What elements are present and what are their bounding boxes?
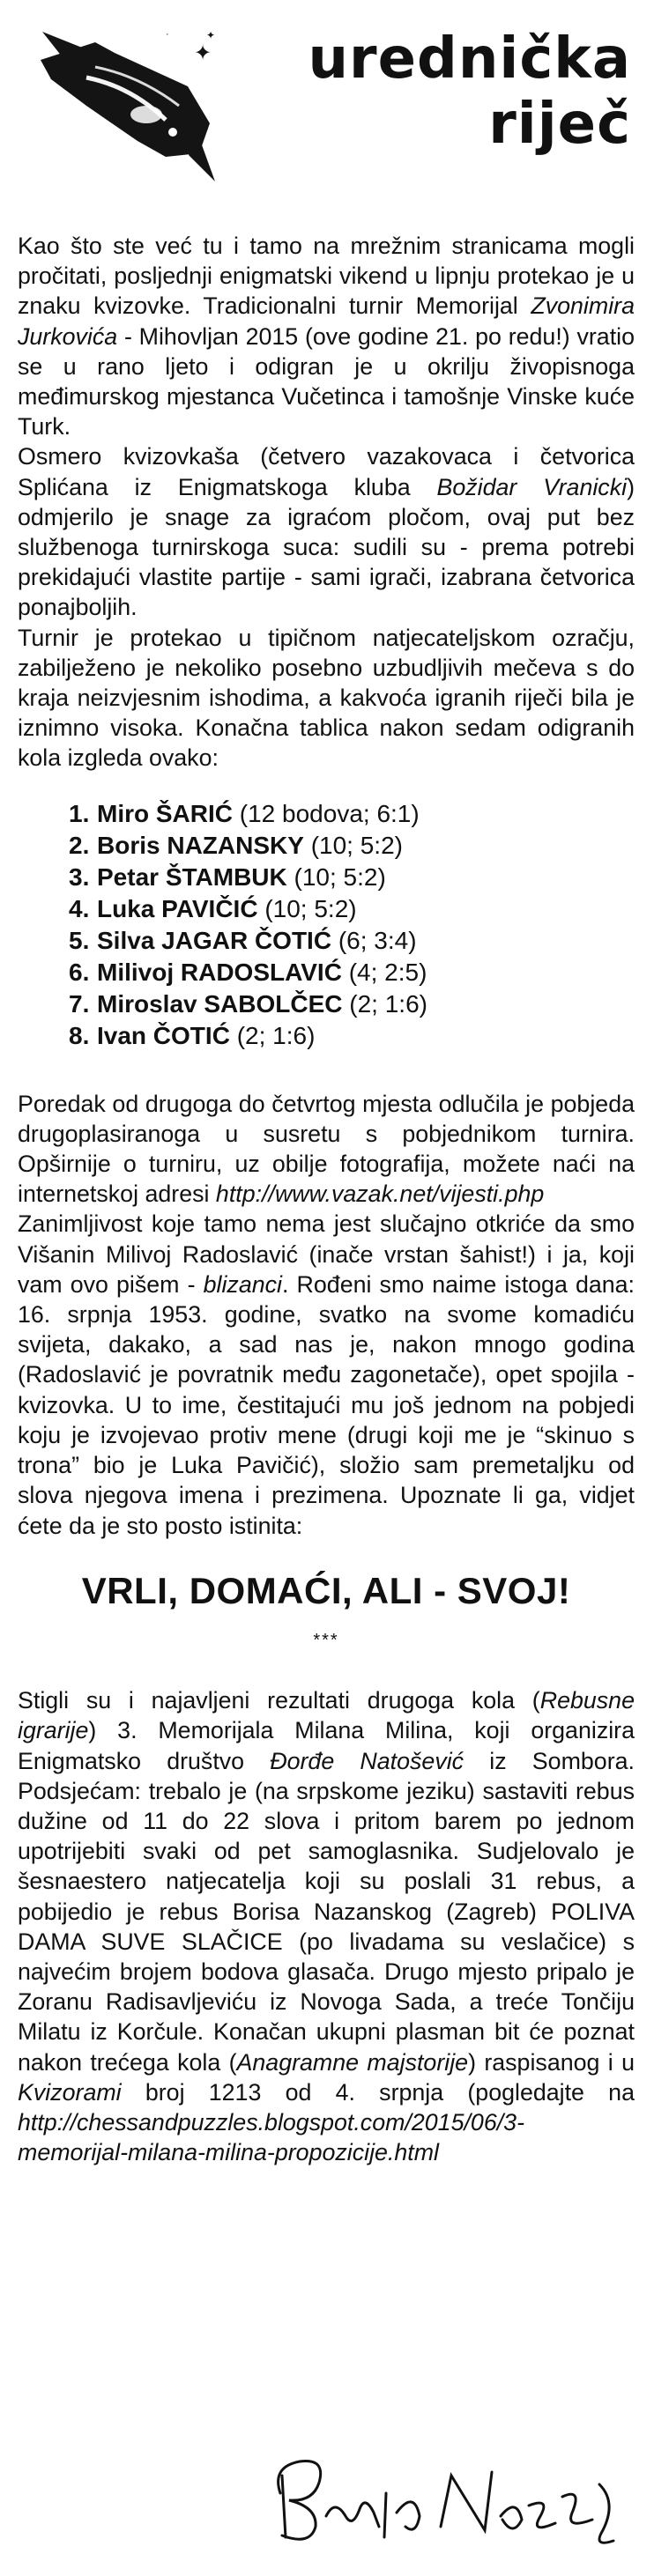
player-result: (10; 5:2) <box>310 831 403 859</box>
handwritten-signature <box>264 2432 635 2555</box>
quill-pen-logo-icon <box>33 25 219 183</box>
text-span: Poredak od drugoga do četvrtog mjesta odlučila je pobjeda drugoplasiranoga u susretu s pobjednikom turnira. Opširnije o turniru, uz obilje fotografija, možete naći na internetskoj adresi <box>18 1090 635 1208</box>
rank: 6. <box>69 958 90 986</box>
player-name: Ivan ČOTIĆ <box>97 1021 230 1049</box>
standings-row <box>69 862 635 893</box>
paragraph-tournament: Turnir je protekao u tipičnom natjecateljskom ozračju, zabilježeno je nekoliko posebno uzbudljivih mečeva s do kraja neizvjesnim ishodima, a kakvoća igranih riječi bila je iznimno visoka. Konačna tablica nakon sedam odigranih kola izgleda ovako: <box>18 624 635 772</box>
standings-list <box>69 798 635 1052</box>
player-name: Luka PAVIČIĆ <box>97 894 258 922</box>
text-span: Kao što ste već tu i tamo na mrežnim stranicama mogli pročitati, posljednji enigmatski vikend u lipnju protekao je u znaku kvizovke. Tradicionalni turnir Memorijal <box>18 233 635 320</box>
chessandpuzzles-link[interactable]: http://chessandpuzzles.blogspot.com/2015/06/3-memorijal-milana-milina-propozicije.html <box>18 2108 525 2166</box>
rank: 8. <box>69 1021 90 1049</box>
player-result: (10; 5:2) <box>294 862 386 891</box>
player-name: Petar ŠTAMBUK <box>97 862 287 891</box>
text-span: iz Sombora. Podsjećam: trebalo je (na srpskome jeziku) sastaviti rebus dužine od 11 do 22 slova i pritom barem po jednom upotrijebiti svaki od pet samoglasnika. Sudjelovalo je šesnaestero natjecatelja koji su poslali 31 rebus, a pobijedio je rebus Borisa Nazanskog (Zagreb) POLIVA DAMA SUVE SLAČICE (po livadama su veslačice) s najvećim brojem bodova glasača. Drugo mjesto pripalo je Zoranu Radisavljeviću iz Novoga Sada, a treće Tončiju Milatu iz Korčule. Konačan ukupni plasman bit će poznat nakon trećega kola ( <box>18 1747 635 2076</box>
paragraph-players <box>18 441 635 622</box>
italic-word: blizanci <box>203 1270 282 1298</box>
title-line-1: urednička <box>308 26 631 92</box>
rank: 1. <box>69 799 90 827</box>
anagram-slogan: VRLI, DOMAĆI, ALI - SVOJ! <box>81 1569 571 1611</box>
paragraph-twins <box>18 1209 635 1540</box>
rank: 7. <box>69 989 90 1018</box>
text-span: Zanimljivost koje tamo nema jest slučajno otkriće da smo Višanin Milivoj Radoslavić (inače vrstan šahist!) i ja, koji vam ovo pišem - <box>18 1210 635 1298</box>
player-name: Miro ŠARIĆ <box>97 799 233 827</box>
paragraph-memorial <box>18 1685 635 2167</box>
vazak-link[interactable]: http://www.vazak.net/vijesti.php <box>215 1181 545 1208</box>
text-span: broj 1213 od 4. srpnja (pogledajte na <box>121 2078 635 2106</box>
rank: 4. <box>69 894 90 922</box>
italic-title: Kvizorami <box>18 2078 122 2106</box>
standings-row <box>69 988 635 1020</box>
text-span: ) odmjerilo je snage za igraćom pločom, ovaj put bez službenoga turnirskoga suca: sudili su - prema potrebi prekidajući vlastite partije - sami igrači, izabrana četvorica ponajboljih. <box>18 473 635 621</box>
svg-text:✦: ✦ <box>206 29 216 41</box>
player-result: (6; 3:4) <box>338 926 417 954</box>
standings-row <box>69 925 635 957</box>
standings-row <box>69 893 635 925</box>
page-title <box>308 26 631 157</box>
svg-text:·: · <box>166 29 169 40</box>
header <box>0 0 654 203</box>
standings-row <box>69 798 635 830</box>
article-body <box>18 231 635 2167</box>
text-span: ) raspisanog i u <box>468 2048 635 2076</box>
text-span: Osmero kvizovkaša (četvero vazakovaca i četvorica Splićana iz Enigmatskoga kluba <box>18 443 635 500</box>
paragraph-intro <box>18 231 635 441</box>
player-result: (10; 5:2) <box>264 894 357 922</box>
separator: *** <box>313 1630 339 1650</box>
italic-title: Rebusne igrarije <box>18 1687 635 1744</box>
player-result: (2; 1:6) <box>349 989 427 1018</box>
italic-name: Božidar Vranicki <box>436 473 628 500</box>
text-span: Stigli su i najavljeni rezultati drugoga kola ( <box>18 1687 540 1714</box>
player-name: Miroslav SABOLČEC <box>97 989 343 1018</box>
player-result: (12 bodova; 6:1) <box>239 799 420 827</box>
text-span: . Rođeni smo naime istoga dana: 16. srpnja 1953. godine, svatko na svome komadiću svijeta, dakako, a sad nas je, nakon mnogo godina (Radoslavić je povratnik među zagonetače), opet spojila - kvizovka. U to ime, čestitajući mu još jednom na pobjedi koju je izvojevao protiv mene (drugi koji me je “skinuo s trona” bio je Luka Pavičić), složio sam premetaljku od slova njegova imena i prezimena. Upoznate li ga, vidjet ćete da je sto posto istinita: <box>18 1270 635 1539</box>
rank: 3. <box>69 862 90 891</box>
player-name: Boris NAZANSKY <box>97 831 304 859</box>
standings-row <box>69 1020 635 1052</box>
player-name: Silva JAGAR ČOTIĆ <box>97 926 332 954</box>
text-span: - Mihovljan 2015 (ove godine 21. po redu!) vratio se u rano ljeto i odigran je u okrilju živopisnoga međimurskog mjestanca Vučetinca i tamošnje Vinske kuće Turk. <box>18 322 635 440</box>
rank: 5. <box>69 926 90 954</box>
paragraph-ranking-note <box>18 1089 635 1210</box>
player-result: (2; 1:6) <box>236 1021 316 1049</box>
standings-row <box>69 830 635 862</box>
svg-text:✦: ✦ <box>194 41 212 65</box>
title-line-2: riječ <box>488 92 631 157</box>
italic-title: Anagramne majstorije <box>236 2048 469 2076</box>
player-name: Milivoj RADOSLAVIĆ <box>97 958 342 986</box>
italic-name: Zvonimira Jurkovića <box>18 292 635 350</box>
italic-name: Đorđe Natošević <box>270 1747 464 1774</box>
player-result: (4; 2:5) <box>348 958 427 986</box>
text-span: ) 3. Memorijala Milana Milina, koji organizira Enigmatsko društvo <box>18 1717 635 1774</box>
standings-row <box>69 957 635 988</box>
rank: 2. <box>69 831 90 859</box>
